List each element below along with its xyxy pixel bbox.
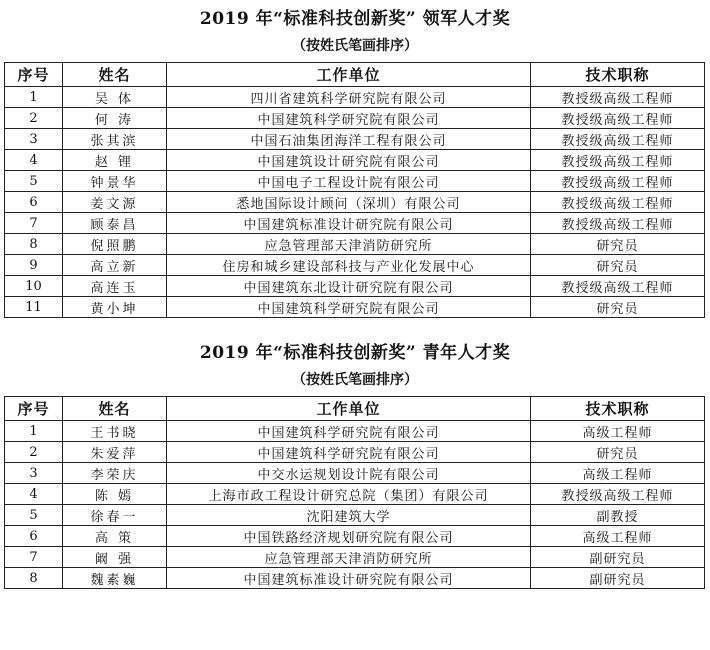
- cell-unit: 中国建筑科学研究院有限公司: [167, 421, 531, 442]
- header-title: 技术职称: [531, 63, 705, 87]
- section-title: 2019 年“标准科技创新奖” 领军人才奖: [199, 9, 511, 29]
- cell-title: 副教授: [531, 505, 705, 526]
- cell-name: 阚 强: [63, 547, 167, 568]
- cell-title: 研究员: [531, 255, 705, 276]
- header-index: 序号: [5, 63, 63, 87]
- cell-index: 2: [5, 108, 63, 129]
- cell-title: 教授级高级工程师: [531, 213, 705, 234]
- cell-title: 教授级高级工程师: [531, 150, 705, 171]
- section-subtitle: （按姓氏笔画排序）: [292, 372, 418, 388]
- leader-award-table: [4, 62, 705, 318]
- header-unit: 工作单位: [167, 397, 531, 421]
- cell-title: 教授级高级工程师: [531, 484, 705, 505]
- leader-award-section: [0, 8, 710, 317]
- cell-index: 2: [5, 442, 63, 463]
- table-row: [5, 234, 705, 255]
- table-row: [5, 255, 705, 276]
- cell-index: 11: [5, 297, 63, 318]
- cell-name: 陈 嫣: [63, 484, 167, 505]
- cell-title: 教授级高级工程师: [531, 129, 705, 150]
- cell-name: 倪照鹏: [63, 234, 167, 255]
- cell-index: 7: [5, 547, 63, 568]
- section-subtitle: （按姓氏笔画排序）: [292, 38, 418, 54]
- cell-index: 9: [5, 255, 63, 276]
- cell-unit: 中国建筑标准设计研究院有限公司: [167, 213, 531, 234]
- table-row: [5, 484, 705, 505]
- header-name: 姓名: [63, 397, 167, 421]
- table-row: [5, 192, 705, 213]
- cell-unit: 四川省建筑科学研究院有限公司: [167, 87, 531, 108]
- cell-name: 李荣庆: [63, 463, 167, 484]
- cell-index: 4: [5, 484, 63, 505]
- header-title: 技术职称: [531, 397, 705, 421]
- cell-title: 高级工程师: [531, 463, 705, 484]
- section-title: 2019 年“标准科技创新奖” 青年人才奖: [199, 343, 511, 363]
- table-row: [5, 526, 705, 547]
- table-row: [5, 213, 705, 234]
- cell-name: 姜文源: [63, 192, 167, 213]
- cell-unit: 应急管理部天津消防研究所: [167, 234, 531, 255]
- cell-name: 顾泰昌: [63, 213, 167, 234]
- table-row: [5, 129, 705, 150]
- cell-index: 10: [5, 276, 63, 297]
- cell-unit: 中国铁路经济规划研究院有限公司: [167, 526, 531, 547]
- cell-name: 朱爱萍: [63, 442, 167, 463]
- cell-title: 副研究员: [531, 568, 705, 589]
- cell-index: 5: [5, 505, 63, 526]
- table-row: [5, 568, 705, 589]
- header-unit: 工作单位: [167, 63, 531, 87]
- cell-title: 教授级高级工程师: [531, 87, 705, 108]
- cell-title: 高级工程师: [531, 421, 705, 442]
- cell-index: 7: [5, 213, 63, 234]
- youth-award-table: [4, 396, 705, 589]
- cell-unit: 中国建筑科学研究院有限公司: [167, 442, 531, 463]
- cell-title: 教授级高级工程师: [531, 108, 705, 129]
- cell-index: 4: [5, 150, 63, 171]
- table-row: [5, 171, 705, 192]
- cell-unit: 沈阳建筑大学: [167, 505, 531, 526]
- cell-unit: 中国建筑科学研究院有限公司: [167, 108, 531, 129]
- cell-unit: 中国建筑设计研究院有限公司: [167, 150, 531, 171]
- header-name: 姓名: [63, 63, 167, 87]
- table-row: [5, 150, 705, 171]
- cell-index: 1: [5, 87, 63, 108]
- cell-index: 3: [5, 463, 63, 484]
- cell-title: 研究员: [531, 442, 705, 463]
- cell-unit: 中交水运规划设计院有限公司: [167, 463, 531, 484]
- cell-title: 教授级高级工程师: [531, 192, 705, 213]
- cell-index: 3: [5, 129, 63, 150]
- cell-title: 研究员: [531, 234, 705, 255]
- header-index: 序号: [5, 397, 63, 421]
- cell-name: 高连玉: [63, 276, 167, 297]
- cell-index: 6: [5, 192, 63, 213]
- cell-name: 黄小坤: [63, 297, 167, 318]
- cell-unit: 上海市政工程设计研究总院（集团）有限公司: [167, 484, 531, 505]
- cell-index: 8: [5, 234, 63, 255]
- youth-award-section: [0, 342, 710, 588]
- table-row: [5, 297, 705, 318]
- cell-unit: 中国电子工程设计院有限公司: [167, 171, 531, 192]
- cell-title: 副研究员: [531, 547, 705, 568]
- cell-title: 教授级高级工程师: [531, 276, 705, 297]
- table-header-row: [5, 397, 705, 421]
- cell-unit: 中国建筑标准设计研究院有限公司: [167, 568, 531, 589]
- cell-index: 6: [5, 526, 63, 547]
- table-row: [5, 505, 705, 526]
- cell-name: 高立新: [63, 255, 167, 276]
- cell-name: 张其滨: [63, 129, 167, 150]
- cell-name: 吴 体: [63, 87, 167, 108]
- table-body: [5, 421, 705, 589]
- cell-name: 赵 锂: [63, 150, 167, 171]
- table-row: [5, 108, 705, 129]
- cell-unit: 中国建筑科学研究院有限公司: [167, 297, 531, 318]
- cell-title: 研究员: [531, 297, 705, 318]
- cell-name: 钟景华: [63, 171, 167, 192]
- cell-name: 高 策: [63, 526, 167, 547]
- cell-unit: 悉地国际设计顾问（深圳）有限公司: [167, 192, 531, 213]
- table-row: [5, 547, 705, 568]
- table-row: [5, 442, 705, 463]
- table-row: [5, 463, 705, 484]
- table-body: [5, 87, 705, 318]
- cell-title: 教授级高级工程师: [531, 171, 705, 192]
- cell-index: 5: [5, 171, 63, 192]
- cell-unit: 住房和城乡建设部科技与产业化发展中心: [167, 255, 531, 276]
- table-row: [5, 276, 705, 297]
- cell-name: 魏素巍: [63, 568, 167, 589]
- cell-unit: 应急管理部天津消防研究所: [167, 547, 531, 568]
- cell-index: 8: [5, 568, 63, 589]
- cell-name: 何 涛: [63, 108, 167, 129]
- cell-unit: 中国建筑东北设计研究院有限公司: [167, 276, 531, 297]
- cell-title: 高级工程师: [531, 526, 705, 547]
- cell-name: 王书晓: [63, 421, 167, 442]
- table-row: [5, 87, 705, 108]
- cell-index: 1: [5, 421, 63, 442]
- cell-unit: 中国石油集团海洋工程有限公司: [167, 129, 531, 150]
- table-header-row: [5, 63, 705, 87]
- cell-name: 徐春一: [63, 505, 167, 526]
- table-row: [5, 421, 705, 442]
